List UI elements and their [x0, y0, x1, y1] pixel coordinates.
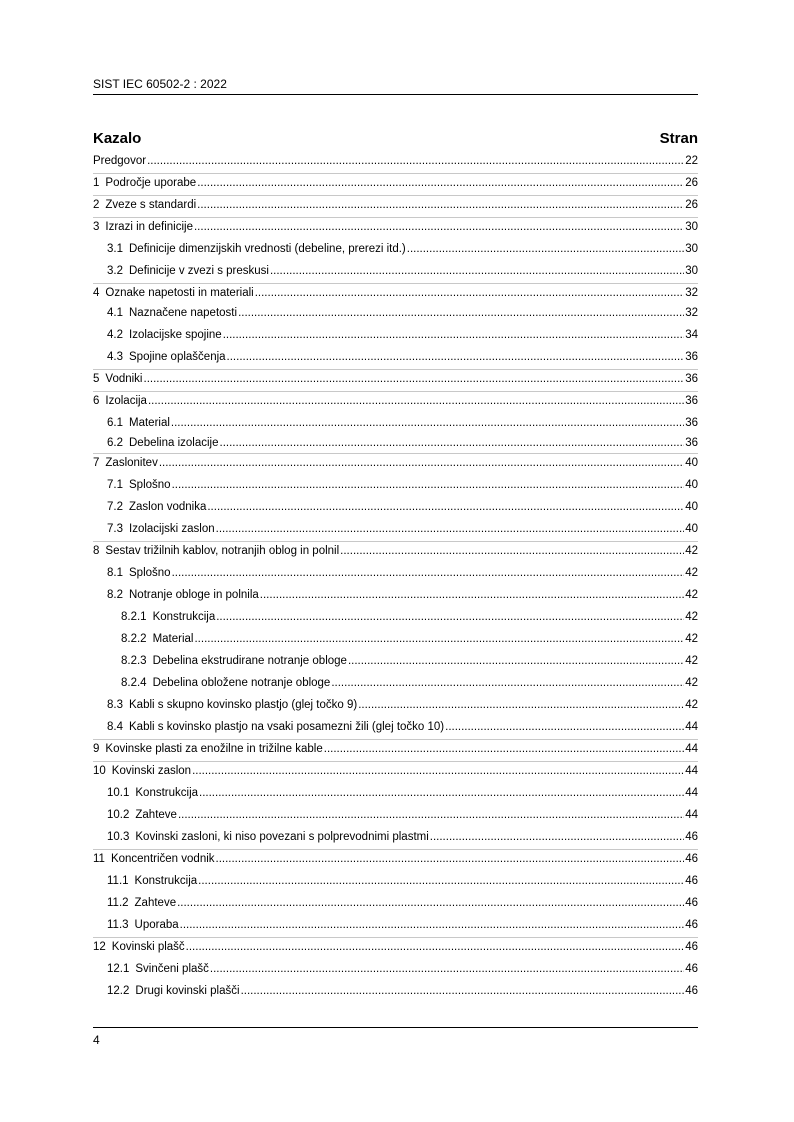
toc-title: Kazalo — [93, 130, 142, 147]
toc-entry-page: 44 — [685, 809, 698, 821]
toc-separator — [93, 391, 698, 392]
toc-entry[interactable] — [93, 544, 698, 559]
dot-leader — [331, 676, 684, 691]
toc-entry-page: 44 — [685, 721, 698, 733]
dot-leader — [238, 306, 684, 321]
toc-separator — [93, 369, 698, 370]
toc-entry[interactable] — [93, 522, 698, 537]
toc-entry-page: 46 — [685, 919, 698, 931]
toc-separator — [93, 849, 698, 850]
toc-entry-number: 10.2 — [107, 809, 130, 821]
dot-leader — [255, 286, 684, 301]
dot-leader — [192, 764, 684, 779]
dot-leader — [159, 456, 684, 471]
toc-entry-page: 26 — [685, 177, 698, 189]
dot-leader — [144, 372, 685, 387]
toc-entry-title: Kovinske plasti za enožilne in trižilne kable — [105, 743, 323, 755]
toc-entry-title: Zveze s standardi — [105, 199, 197, 211]
toc-entry[interactable] — [93, 742, 698, 757]
toc-entry-number: 8.2.3 — [121, 655, 147, 667]
toc-entry[interactable] — [93, 874, 698, 889]
toc-entry-title: Zaslon vodnika — [129, 501, 207, 513]
toc-entry-number: 8.4 — [107, 721, 123, 733]
toc-entry-title: Konstrukcija — [134, 875, 198, 887]
toc-entry-title: Spojine oplaščenja — [129, 351, 226, 363]
dot-leader — [430, 830, 684, 845]
toc-entry-number: 2 — [93, 199, 100, 211]
toc-entry[interactable] — [93, 478, 698, 493]
toc-entry-page: 42 — [685, 545, 698, 557]
toc-entry-title: Splošno — [129, 567, 171, 579]
toc-entry-page: 42 — [685, 699, 698, 711]
toc-entry-number: 3 — [93, 221, 100, 233]
dot-leader — [324, 742, 684, 757]
toc-entry-page: 42 — [685, 677, 698, 689]
toc-entry[interactable] — [93, 610, 698, 625]
toc-entry-page: 30 — [685, 265, 698, 277]
dot-leader — [186, 940, 685, 955]
toc-entry-number: 12.1 — [107, 963, 130, 975]
toc-entry[interactable] — [93, 220, 698, 235]
toc-entry-page: 36 — [685, 395, 698, 407]
toc-entry[interactable] — [93, 436, 698, 451]
toc-entry-page: 42 — [685, 567, 698, 579]
toc-entry-number: 3.2 — [107, 265, 123, 277]
toc-entry-number: 10.3 — [107, 831, 130, 843]
dot-leader — [223, 328, 685, 343]
toc-entry-page: 30 — [685, 221, 698, 233]
toc-entry-page: 36 — [685, 437, 698, 449]
dot-leader — [358, 698, 684, 713]
toc-entry-number: 8.2.1 — [121, 611, 147, 623]
dot-leader — [199, 786, 684, 801]
toc-entry-title: Definicije dimenzijskih vrednosti (debeline, prerezi itd.) — [129, 243, 406, 255]
toc-entry[interactable] — [93, 394, 698, 409]
toc-entry-title: Zaslonitev — [105, 457, 158, 469]
toc-entry-title: Kovinski plašč — [111, 941, 185, 953]
toc-entry-page: 46 — [685, 875, 698, 887]
toc-entry-title: Oznake napetosti in materiali — [105, 287, 254, 299]
toc-entry-number: 4.2 — [107, 329, 123, 341]
dot-leader — [197, 198, 684, 213]
toc-entry-page: 32 — [685, 307, 698, 319]
dot-leader — [407, 242, 684, 257]
toc-entry-title: Izolacijske spojine — [129, 329, 222, 341]
toc-entry-title: Izolacijski zaslon — [129, 523, 215, 535]
toc-entry-page: 36 — [685, 417, 698, 429]
dot-leader — [197, 176, 684, 191]
toc-entry-number: 10 — [93, 765, 106, 777]
toc-entry[interactable] — [93, 154, 698, 169]
toc-entry[interactable] — [93, 764, 698, 779]
dot-leader — [194, 220, 684, 235]
toc-entry-title: Sestav trižilnih kablov, notranjih oblog in polnil — [105, 545, 340, 557]
toc-entry[interactable] — [93, 720, 698, 735]
toc-entry-title: Svinčeni plašč — [135, 963, 209, 975]
toc-entry-page: 46 — [685, 985, 698, 997]
toc-entry[interactable] — [93, 896, 698, 911]
document-header — [93, 77, 698, 95]
toc-entry[interactable] — [93, 632, 698, 647]
dot-leader — [207, 500, 684, 515]
toc-entry-page: 22 — [685, 155, 698, 167]
toc-entry[interactable] — [93, 808, 698, 823]
toc-entry-page: 46 — [685, 853, 698, 865]
toc-entry-title: Material — [129, 417, 170, 429]
toc-separator — [93, 195, 698, 196]
toc-entry-page: 42 — [685, 611, 698, 623]
toc-entry[interactable] — [93, 588, 698, 603]
toc-entry-number: 4.1 — [107, 307, 123, 319]
toc-entry-page: 46 — [685, 963, 698, 975]
toc-entry-page: 46 — [685, 941, 698, 953]
toc-entry-page: 40 — [685, 501, 698, 513]
toc-entry-number: 5 — [93, 373, 100, 385]
toc-separator — [93, 173, 698, 174]
dot-leader — [148, 394, 684, 409]
toc-entry[interactable] — [93, 372, 698, 387]
dot-leader — [194, 632, 684, 647]
toc-entry[interactable] — [93, 918, 698, 933]
dot-leader — [171, 416, 684, 431]
toc-separator — [93, 937, 698, 938]
dot-leader — [198, 874, 684, 889]
toc-entry-title: Debelina obložene notranje obloge — [152, 677, 331, 689]
dot-leader — [216, 610, 684, 625]
toc-entry[interactable] — [93, 328, 698, 343]
dot-leader — [180, 918, 685, 933]
toc-entry[interactable] — [93, 962, 698, 977]
toc-entry-title: Uporaba — [134, 919, 179, 931]
toc-entry-number: 8.2.2 — [121, 633, 147, 645]
toc-entry[interactable] — [93, 676, 698, 691]
toc-separator — [93, 541, 698, 542]
toc-entry-title: Konstrukcija — [135, 787, 199, 799]
toc-entry[interactable] — [93, 416, 698, 431]
toc-entry-page: 44 — [685, 765, 698, 777]
toc-entry-number: 8 — [93, 545, 100, 557]
toc-entry-number: 6 — [93, 395, 100, 407]
toc-entry[interactable] — [93, 286, 698, 301]
toc-entry-title: Debelina izolacije — [129, 437, 219, 449]
toc-entry-page: 44 — [685, 743, 698, 755]
toc-entry-title: Področje uporabe — [105, 177, 197, 189]
toc-entry[interactable] — [93, 698, 698, 713]
toc-entry-title: Konstrukcija — [152, 611, 216, 623]
toc-entry-number: 8.2 — [107, 589, 123, 601]
toc-page-column-label: Stran — [659, 130, 698, 147]
toc-entry-number: 12 — [93, 941, 106, 953]
toc-entry-title: Naznačene napetosti — [129, 307, 238, 319]
toc-entry-number: 8.1 — [107, 567, 123, 579]
dot-leader — [216, 522, 685, 537]
toc-separator — [93, 453, 698, 454]
document-id: SIST IEC 60502-2 : 2022 — [93, 77, 227, 91]
toc-entry-title: Material — [152, 633, 194, 645]
toc-entry-title: Kovinski zasloni, ki niso povezani s polprevodnimi plastmi — [135, 831, 429, 843]
dot-leader — [147, 154, 684, 169]
toc-entry-page: 30 — [685, 243, 698, 255]
toc-entry-page: 46 — [685, 897, 698, 909]
toc-entry-title: Debelina ekstrudirane notranje obloge — [152, 655, 347, 667]
dot-leader — [270, 264, 684, 279]
toc-entry[interactable] — [93, 830, 698, 845]
toc-entry[interactable] — [93, 786, 698, 801]
toc-entry-title: Zahteve — [134, 897, 177, 909]
toc-entry-number: 11.3 — [107, 919, 129, 931]
toc-entry-title: Notranje obloge in polnila — [129, 589, 259, 601]
dot-leader — [172, 478, 685, 493]
toc-entry-number: 8.3 — [107, 699, 123, 711]
toc-entry-number: 11 — [93, 853, 105, 865]
toc-entry-number: 10.1 — [107, 787, 130, 799]
toc-entry[interactable] — [93, 654, 698, 669]
toc-entry-number: 7.1 — [107, 479, 123, 491]
toc-entry-page: 34 — [685, 329, 698, 341]
toc-entry[interactable] — [93, 456, 698, 471]
toc-heading — [93, 130, 698, 148]
toc-entry-title: Zahteve — [135, 809, 177, 821]
toc-entry-number: 11.2 — [107, 897, 129, 909]
toc-entry[interactable] — [93, 984, 698, 999]
toc-entry-page: 44 — [685, 787, 698, 799]
toc-entry[interactable] — [93, 242, 698, 257]
footer-divider — [93, 1027, 698, 1028]
toc-entry-page: 42 — [685, 655, 698, 667]
toc-entry-number: 9 — [93, 743, 100, 755]
dot-leader — [445, 720, 684, 735]
dot-leader — [241, 984, 685, 999]
toc-entry-number: 7.2 — [107, 501, 123, 513]
toc-entry[interactable] — [93, 350, 698, 365]
toc-entry-title: Splošno — [129, 479, 171, 491]
toc-entry-page: 36 — [685, 373, 698, 385]
toc-entry-title: Koncentričen vodnik — [110, 853, 215, 865]
dot-leader — [340, 544, 684, 559]
dot-leader — [220, 436, 685, 451]
toc-entry-number: 6.2 — [107, 437, 123, 449]
dot-leader — [178, 808, 684, 823]
toc-entry-page: 26 — [685, 199, 698, 211]
toc-entry-page: 40 — [685, 457, 698, 469]
toc-entry-title: Predgovor — [93, 155, 147, 167]
toc-entry-number: 4 — [93, 287, 100, 299]
toc-entry-number: 4.3 — [107, 351, 123, 363]
toc-entry-number: 8.2.4 — [121, 677, 147, 689]
toc-entry-number: 12.2 — [107, 985, 130, 997]
toc-entry-number: 3.1 — [107, 243, 123, 255]
page-number: 4 — [93, 1033, 100, 1047]
dot-leader — [216, 852, 685, 867]
toc-entry[interactable] — [93, 852, 698, 867]
dot-leader — [177, 896, 684, 911]
toc-entry[interactable] — [93, 198, 698, 213]
toc-entry-page: 42 — [685, 633, 698, 645]
dot-leader — [260, 588, 684, 603]
dot-leader — [210, 962, 684, 977]
toc-entry-number: 7 — [93, 457, 100, 469]
toc-entry-number: 11.1 — [107, 875, 129, 887]
toc-entry[interactable] — [93, 176, 698, 191]
toc-entry-title: Kabli s skupno kovinsko plastjo (glej točko 9) — [129, 699, 358, 711]
toc-entry-page: 32 — [685, 287, 698, 299]
toc-entry-number: 6.1 — [107, 417, 123, 429]
toc-entry[interactable] — [93, 940, 698, 955]
dot-leader — [227, 350, 685, 365]
toc-entry-page: 36 — [685, 351, 698, 363]
toc-separator — [93, 217, 698, 218]
toc-entry-page: 42 — [685, 589, 698, 601]
toc-entry-title: Definicije v zvezi s preskusi — [129, 265, 269, 277]
toc-entry-title: Drugi kovinski plašči — [135, 985, 240, 997]
dot-leader — [348, 654, 684, 669]
toc-entry-title: Izolacija — [105, 395, 147, 407]
toc-separator — [93, 761, 698, 762]
toc-entry[interactable] — [93, 264, 698, 279]
toc-entry-title: Kabli s kovinsko plastjo na vsaki posamezni žili (glej točko 10) — [129, 721, 445, 733]
toc-entry-page: 40 — [685, 523, 698, 535]
toc-separator — [93, 739, 698, 740]
toc-entry-page: 46 — [685, 831, 698, 843]
dot-leader — [172, 566, 685, 581]
toc-entry[interactable] — [93, 306, 698, 321]
toc-entry-number: 1 — [93, 177, 100, 189]
toc-entry[interactable] — [93, 566, 698, 581]
toc-entry-number: 7.3 — [107, 523, 123, 535]
toc-entry-page: 40 — [685, 479, 698, 491]
toc-entry-title: Vodniki — [105, 373, 143, 385]
toc-entry-title: Kovinski zaslon — [111, 765, 192, 777]
toc-entry-title: Izrazi in definicije — [105, 221, 193, 233]
toc-separator — [93, 283, 698, 284]
toc-entry[interactable] — [93, 500, 698, 515]
